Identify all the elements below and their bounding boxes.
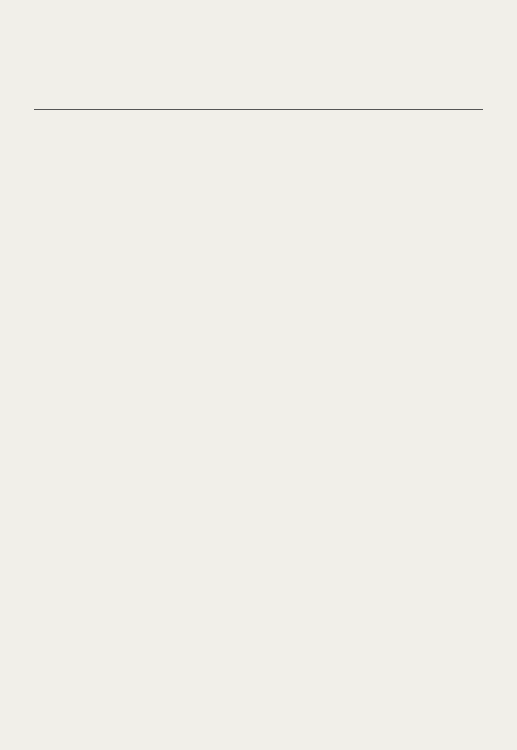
part-rule — [34, 109, 483, 110]
table-of-contents — [34, 63, 483, 115]
part-label — [34, 79, 64, 99]
part-heading — [34, 79, 483, 103]
running-header — [34, 18, 483, 38]
